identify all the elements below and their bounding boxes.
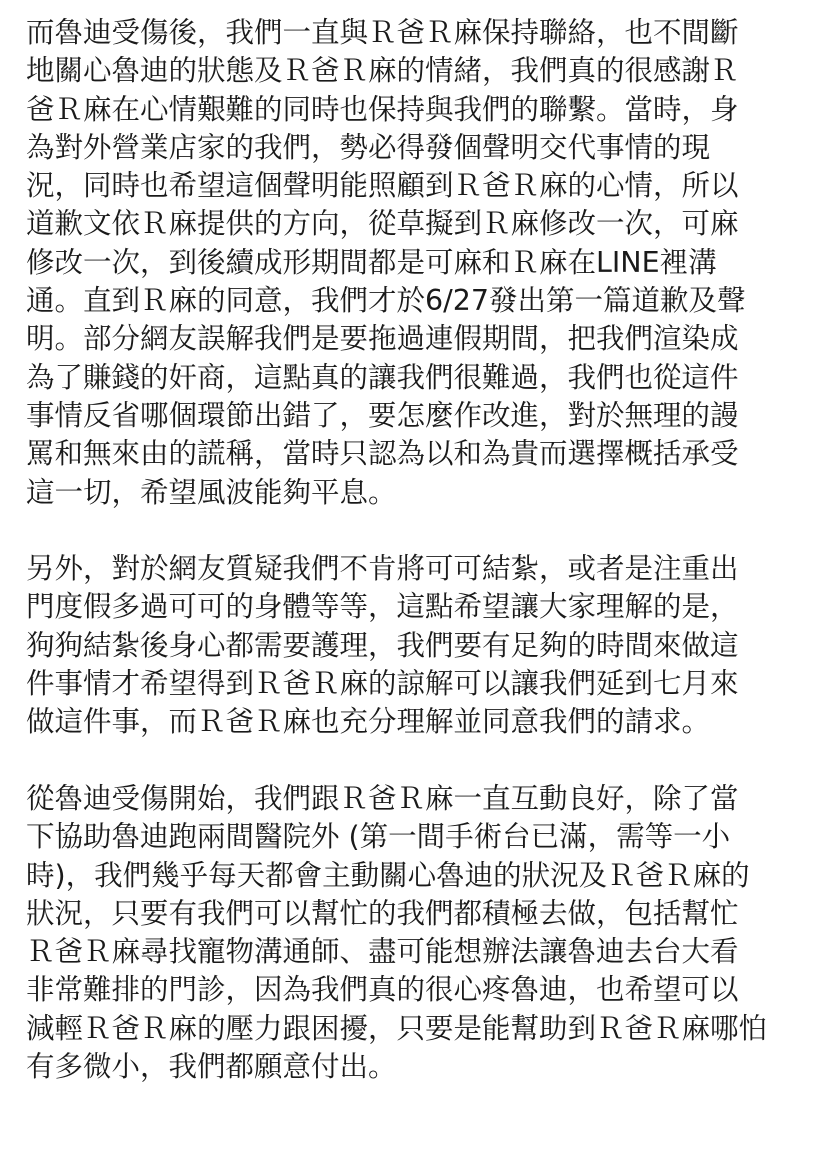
text-line: 爸Ｒ麻在心情艱難的同時也保持與我們的聯繫。當時，身 — [26, 92, 739, 126]
text-line: 做這件事，而Ｒ爸Ｒ麻也充分理解並同意我們的請求。 — [26, 705, 711, 739]
text-line: 明。部分網友誤解我們是要拖過連假期間，把我們渲染成 — [26, 322, 739, 356]
text-line: 非常難排的門診，因為我們真的很心疼魯迪，也希望可以 — [26, 973, 739, 1007]
text-line: 減輕Ｒ爸Ｒ麻的壓力跟困擾，只要是能幫助到Ｒ爸Ｒ麻哪怕 — [26, 1011, 768, 1045]
text-line: 從魯迪受傷開始，我們跟Ｒ爸Ｒ麻一直互動良好，除了當 — [26, 781, 739, 815]
paragraph-2 — [26, 550, 808, 741]
text-line: 另外，對於網友質疑我們不肯將可可結紮，或者是注重出 — [26, 552, 739, 586]
text-line: 有多微小，我們都願意付出。 — [26, 1050, 397, 1084]
text-line: 況，同時也希望這個聲明能照顧到Ｒ爸Ｒ麻的心情，所以 — [26, 169, 739, 203]
text-line: 這一切，希望風波能夠平息。 — [26, 475, 397, 509]
text-line: 狀況，只要有我們可以幫忙的我們都積極去做，包括幫忙 — [26, 896, 739, 930]
text-line: 下協助魯迪跑兩間醫院外 (第一間手術台已滿，需等一小 — [26, 820, 731, 854]
text-line: 修改一次，到後續成形期間都是可麻和Ｒ麻在LINE裡溝 — [26, 245, 717, 279]
text-line: 道歉文依Ｒ麻提供的方向，從草擬到Ｒ麻修改一次，可麻 — [26, 207, 739, 241]
text-line: 為了賺錢的奸商，這點真的讓我們很難過，我們也從這件 — [26, 360, 739, 394]
text-line: 通。直到Ｒ麻的同意，我們才於6/27發出第一篇道歉及聲 — [26, 284, 746, 318]
text-line: 件事情才希望得到Ｒ爸Ｒ麻的諒解可以讓我們延到七月來 — [26, 667, 739, 701]
text-line: Ｒ爸Ｒ麻尋找寵物溝通師、盡可能想辦法讓魯迪去台大看 — [26, 935, 739, 969]
text-line: 為對外營業店家的我們，勢必得發個聲明交代事情的現 — [26, 130, 711, 164]
paragraph-3 — [26, 780, 808, 1086]
text-line: 地關心魯迪的狀態及Ｒ爸Ｒ麻的情緒，我們真的很感謝Ｒ — [26, 54, 739, 88]
text-line: 狗狗結紮後身心都需要護理，我們要有足夠的時間來做這 — [26, 628, 739, 662]
text-line: 時)，我們幾乎每天都會主動關心魯迪的狀況及Ｒ爸Ｒ麻的 — [26, 858, 750, 892]
text-line: 事情反省哪個環節出錯了，要怎麼作改進，對於無理的謾 — [26, 398, 739, 432]
text-line: 門度假多過可可的身體等等，這點希望讓大家理解的是， — [26, 590, 739, 624]
text-line: 罵和無來由的謊稱，當時只認為以和為貴而選擇概括承受 — [26, 437, 739, 471]
text-line: 而魯迪受傷後，我們一直與Ｒ爸Ｒ麻保持聯絡，也不間斷 — [26, 16, 739, 49]
paragraph-1 — [26, 14, 808, 512]
